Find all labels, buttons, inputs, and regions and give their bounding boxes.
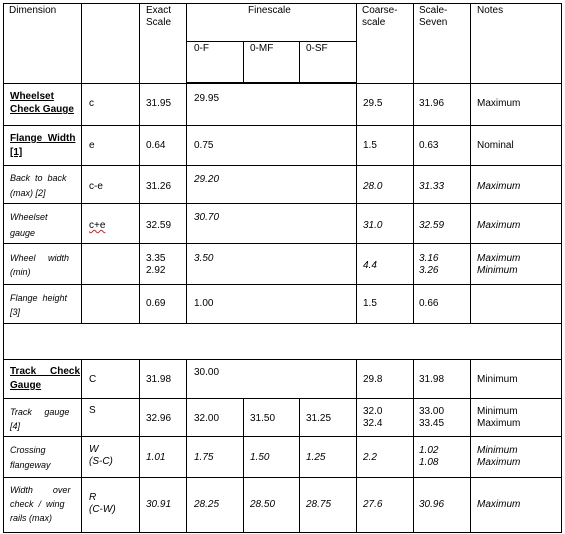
row-track-gauge-coarse-min: 32.0: [363, 406, 383, 417]
row-track-gauge-0sf: 31.25: [306, 413, 332, 424]
row-crossing-flangeway-notes-min: Minimum: [477, 445, 518, 456]
row-track-gauge-0f: 32.00: [194, 413, 220, 424]
header-scale-seven-line1: Scale-: [419, 5, 448, 16]
row-wheelset-gauge-notes: Maximum: [477, 220, 521, 231]
row-wheel-width-notes-max: Maximum: [477, 253, 521, 264]
row-track-gauge-symbol: S: [89, 405, 96, 416]
header-exact-scale-line2: Scale: [146, 17, 172, 28]
row-crossing-flangeway-label2: flangeway: [10, 460, 51, 470]
header-dimension: Dimension: [9, 5, 57, 16]
row-track-gauge-scale7-min: 33.00: [419, 406, 445, 417]
row-wheelset-check-gauge-exact: 31.95: [146, 98, 172, 109]
row-wheelset-gauge-exact: 32.59: [146, 220, 172, 231]
row-crossing-flangeway-0f: 1.75: [194, 452, 214, 463]
row-flange-width-coarse: 1.5: [363, 140, 377, 151]
row-crossing-flangeway-label1: Crossing: [10, 445, 46, 455]
row-wheelset-gauge-finescale: 30.70: [194, 212, 220, 223]
row-track-check-gauge-label2: Gauge: [10, 380, 42, 391]
row-wheelset-check-gauge-coarse: 29.5: [363, 98, 383, 109]
row-back-to-back-notes: Maximum: [477, 181, 521, 192]
row-wheelset-check-gauge-label2: Check Gauge: [10, 104, 74, 115]
header-coarse-scale-line2: scale: [362, 17, 386, 28]
row-track-gauge-label1: Track gauge: [10, 407, 70, 417]
row-back-to-back-coarse: 28.0: [363, 181, 383, 192]
row-wheel-width-coarse: 4.4: [363, 260, 377, 271]
row-crossing-flangeway-exact: 1.01: [146, 452, 166, 463]
row-flange-width-label2: [1]: [10, 147, 23, 158]
row-flange-height-label2: [3]: [10, 307, 21, 317]
row-track-check-gauge-exact: 31.98: [146, 374, 172, 385]
row-flange-height-finescale: 1.00: [194, 298, 214, 309]
row-wheel-width-label1: Wheel width: [10, 253, 70, 263]
header-notes: Notes: [477, 5, 504, 16]
header-coarse-scale-line1: Coarse-: [362, 5, 398, 16]
row-wheelset-check-gauge-label1: Wheelset: [10, 91, 54, 102]
row-flange-width-notes: Nominal: [477, 140, 514, 151]
row-flange-height-coarse: 1.5: [363, 298, 377, 309]
row-width-over-check-scale7: 30.96: [419, 499, 445, 510]
row-crossing-flangeway-scale7-max: 1.08: [419, 457, 439, 468]
row-flange-width-scale7: 0.63: [419, 140, 439, 151]
header-scale-seven-line2: Seven: [419, 17, 448, 28]
row-width-over-check-notes: Maximum: [477, 499, 521, 510]
row-flange-width-symbol: e: [89, 140, 95, 151]
row-wheelset-check-gauge-scale7: 31.96: [419, 98, 445, 109]
row-back-to-back-symbol: c-e: [89, 181, 103, 192]
row-wheelset-gauge-symbol: c+e: [89, 220, 106, 231]
header-0mf: 0-MF: [250, 43, 274, 54]
header-0f: 0-F: [194, 43, 209, 54]
row-flange-width-exact: 0.64: [146, 140, 166, 151]
row-track-gauge-exact: 32.96: [146, 413, 172, 424]
row-back-to-back-finescale: 29.20: [194, 174, 220, 185]
header-0sf: 0-SF: [306, 43, 328, 54]
row-flange-height-exact: 0.69: [146, 298, 166, 309]
row-flange-height-scale7: 0.66: [419, 298, 439, 309]
row-wheelset-gauge-label1: Wheelset: [10, 212, 48, 222]
row-wheel-width-scale7-max: 3.16: [419, 253, 439, 264]
row-wheel-width-scale7-min: 3.26: [419, 265, 439, 276]
row-width-over-check-coarse: 27.6: [363, 499, 383, 510]
row-flange-width-label1: Flange Width: [10, 133, 76, 144]
row-width-over-check-exact: 30.91: [146, 499, 172, 510]
row-wheel-width-notes-min: Minimum: [477, 265, 518, 276]
row-wheelset-check-gauge-notes: Maximum: [477, 98, 521, 109]
row-track-gauge-0mf: 31.50: [250, 413, 276, 424]
row-crossing-flangeway-coarse: 2.2: [363, 452, 377, 463]
row-wheelset-check-gauge-finescale: 29.95: [194, 93, 220, 104]
row-back-to-back-label1: Back to back: [10, 173, 67, 183]
row-wheel-width-finescale: 3.50: [194, 253, 214, 264]
row-flange-height-label1: Flange height: [10, 293, 68, 303]
row-crossing-flangeway-symbol2: (S-C): [89, 456, 113, 467]
header-finescale: Finescale: [248, 5, 291, 16]
row-wheelset-gauge-coarse: 31.0: [363, 220, 383, 231]
row-width-over-check-label3: rails (max): [10, 513, 52, 523]
row-width-over-check-0sf: 28.75: [306, 499, 332, 510]
row-width-over-check-symbol2: (C-W): [89, 504, 116, 515]
row-wheel-width-label2: (min): [10, 267, 31, 277]
row-width-over-check-label1: Width over: [10, 485, 71, 495]
row-crossing-flangeway-0mf: 1.50: [250, 452, 270, 463]
row-width-over-check-label2: check / wing: [10, 499, 65, 509]
row-track-check-gauge-scale7: 31.98: [419, 374, 445, 385]
row-width-over-check-0mf: 28.50: [250, 499, 276, 510]
row-track-gauge-label2: [4]: [10, 421, 21, 431]
row-track-gauge-coarse-max: 32.4: [363, 418, 383, 429]
row-flange-width-finescale: 0.75: [194, 140, 214, 151]
row-back-to-back-scale7: 31.33: [419, 181, 445, 192]
header-exact-scale-line1: Exact: [146, 5, 172, 16]
row-back-to-back-label2: (max) [2]: [10, 188, 46, 198]
row-track-check-gauge-coarse: 29.8: [363, 374, 383, 385]
row-wheel-width-exact-max: 3.35: [146, 253, 166, 264]
row-back-to-back-exact: 31.26: [146, 181, 172, 192]
row-width-over-check-symbol1: R: [89, 492, 97, 503]
row-crossing-flangeway-notes-max: Maximum: [477, 457, 521, 468]
row-wheelset-check-gauge-symbol: c: [89, 98, 94, 109]
row-wheel-width-exact-min: 2.92: [146, 265, 166, 276]
row-wheelset-gauge-label2: gauge: [10, 228, 36, 238]
row-track-gauge-scale7-max: 33.45: [419, 418, 445, 429]
row-track-gauge-notes-max: Maximum: [477, 418, 521, 429]
row-width-over-check-0f: 28.25: [194, 499, 220, 510]
row-crossing-flangeway-0sf: 1.25: [306, 452, 326, 463]
row-crossing-flangeway-scale7-min: 1.02: [419, 445, 439, 456]
row-wheelset-gauge-scale7: 32.59: [419, 220, 445, 231]
row-crossing-flangeway-symbol1: W: [89, 444, 99, 455]
row-track-check-gauge-symbol: C: [89, 374, 97, 385]
row-track-check-gauge-finescale: 30.00: [194, 367, 220, 378]
row-track-check-gauge-label1: Track Check: [10, 366, 81, 377]
row-track-gauge-notes-min: Minimum: [477, 406, 518, 417]
row-track-check-gauge-notes: Minimum: [477, 374, 518, 385]
